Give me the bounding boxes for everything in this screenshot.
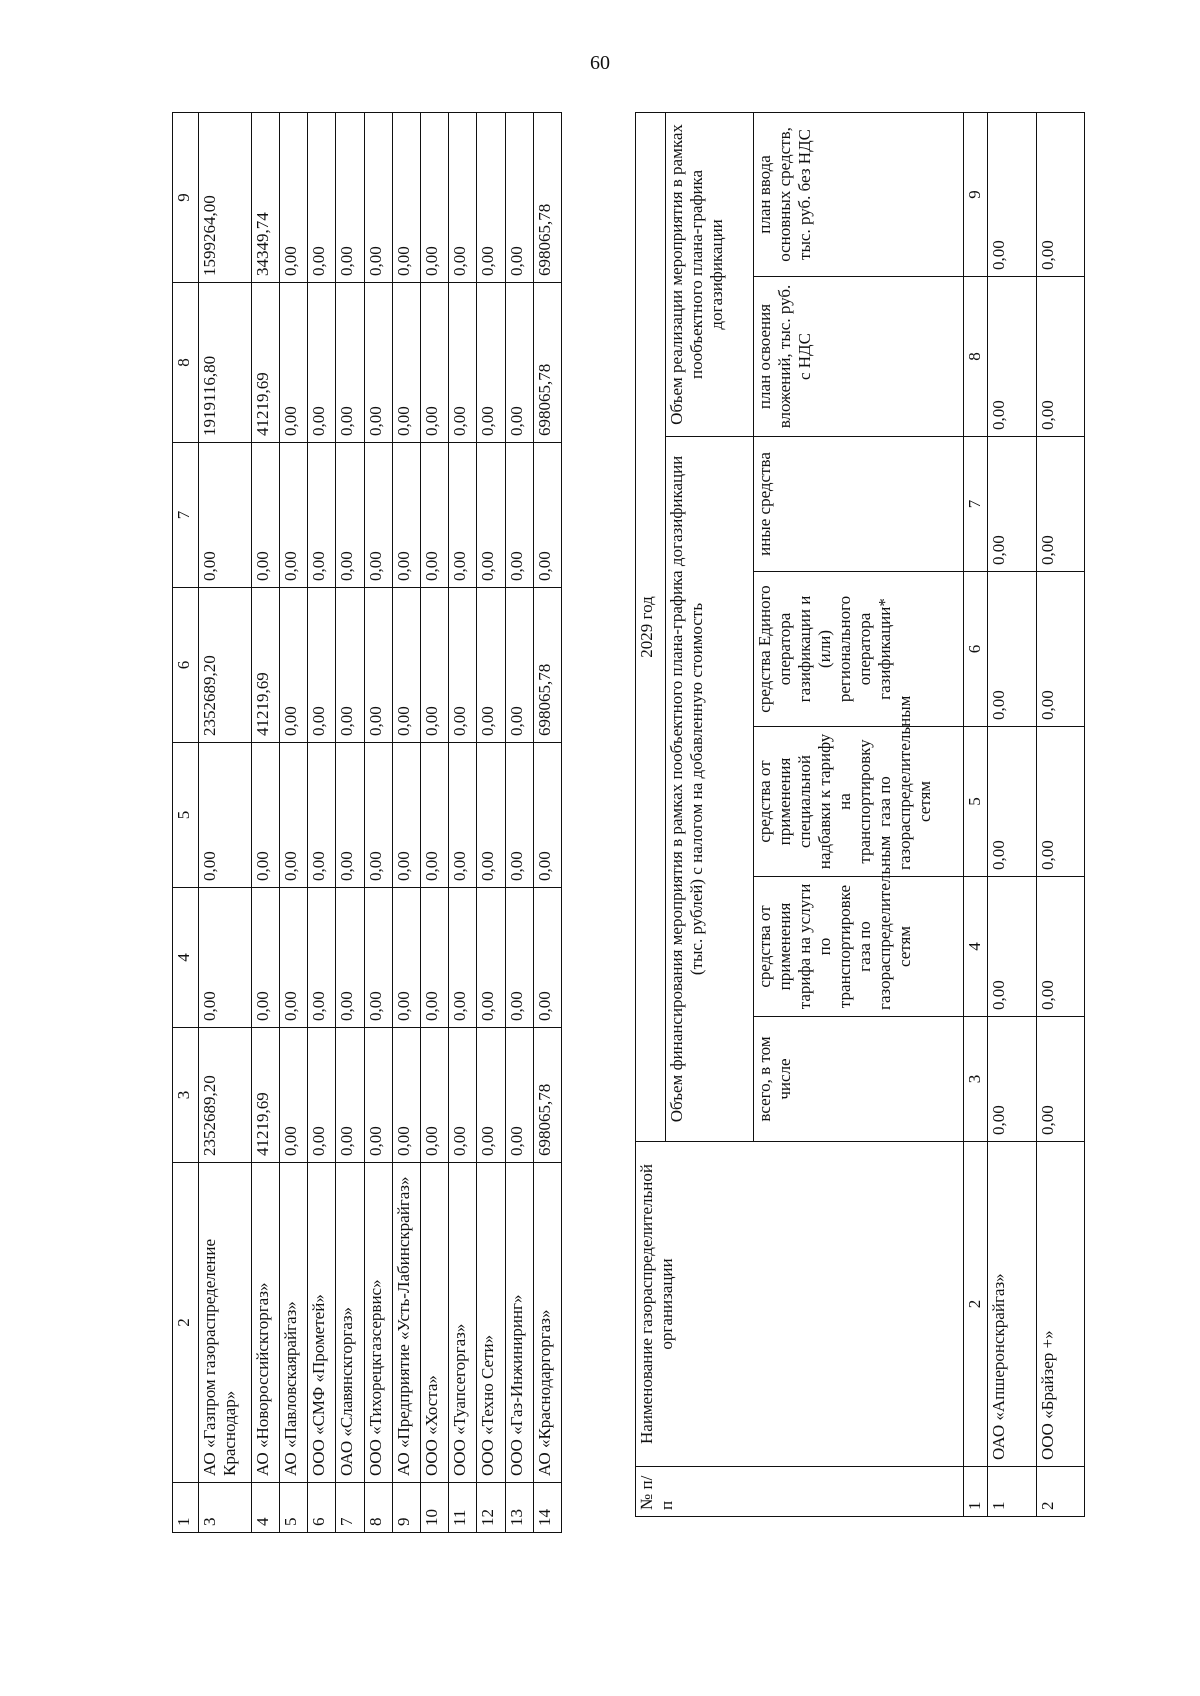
table-row bbox=[420, 113, 448, 1533]
table-1-container bbox=[172, 113, 562, 1533]
value-cell: 0,00 bbox=[336, 283, 364, 443]
value-cell: 0,00 bbox=[477, 113, 505, 283]
column-number: 8 bbox=[173, 283, 199, 443]
value-cell: 0,00 bbox=[308, 588, 336, 743]
column-name-header: Наименование газораспределительной организации bbox=[636, 1142, 964, 1467]
table-row bbox=[449, 113, 477, 1533]
table-row bbox=[251, 113, 279, 1533]
value-cell: 0,00 bbox=[1036, 572, 1085, 727]
column-number: 9 bbox=[173, 113, 199, 283]
value-cell: 0,00 bbox=[279, 743, 307, 888]
organization-name-cell: ОАО «Славянскгоргаз» bbox=[336, 1163, 364, 1483]
table-2-body bbox=[988, 112, 1085, 1516]
value-cell: 0,00 bbox=[336, 443, 364, 588]
table-row bbox=[199, 113, 252, 1533]
value-cell: 0,00 bbox=[364, 283, 392, 443]
value-cell: 0,00 bbox=[1036, 1017, 1085, 1142]
value-cell: 0,00 bbox=[420, 283, 448, 443]
organization-name-cell: АО «Новороссийскгоргаз» bbox=[251, 1163, 279, 1483]
value-cell: 0,00 bbox=[392, 113, 420, 283]
value-cell: 0,00 bbox=[308, 443, 336, 588]
row-index-cell: 3 bbox=[199, 1483, 252, 1533]
sub-header-plan-investment: план освоения вложений, тыс. руб. с НДС bbox=[754, 277, 964, 437]
table-row bbox=[533, 113, 561, 1533]
sub-header-tariff: средства от применения тарифа на услуги по транспортировке газа по газораспределительным сетям bbox=[754, 877, 964, 1017]
value-cell: 0,00 bbox=[449, 888, 477, 1028]
value-cell: 41219,69 bbox=[251, 283, 279, 443]
value-cell: 0,00 bbox=[988, 277, 1037, 437]
value-cell: 0,00 bbox=[420, 113, 448, 283]
financing-group-header: Объем финансирования мероприятия в рамках пообъектного плана-графика догазификации (тыс. рублей) с налогом на добавленную стоимость bbox=[666, 437, 754, 1142]
value-cell: 0,00 bbox=[505, 443, 533, 588]
value-cell: 0,00 bbox=[477, 443, 505, 588]
row-index-cell: 2 bbox=[1036, 1467, 1085, 1517]
organization-name-cell: ООО «Тихорецкгазсервис» bbox=[364, 1163, 392, 1483]
sub-header-surcharge: средства от применения специальной надбавки к тарифу на транспортировку газа по газораспределительным сетям bbox=[754, 727, 964, 877]
value-cell: 0,00 bbox=[988, 877, 1037, 1017]
value-cell: 0,00 bbox=[449, 443, 477, 588]
organization-name-cell: ООО «Туапсегоргаз» bbox=[449, 1163, 477, 1483]
value-cell: 0,00 bbox=[336, 743, 364, 888]
value-cell: 0,00 bbox=[336, 113, 364, 283]
row-index-cell: 11 bbox=[449, 1483, 477, 1533]
column-number: 1 bbox=[173, 1483, 199, 1533]
value-cell: 0,00 bbox=[364, 743, 392, 888]
row-index-cell: 6 bbox=[308, 1483, 336, 1533]
value-cell: 698065,78 bbox=[533, 1028, 561, 1163]
value-cell: 0,00 bbox=[364, 1028, 392, 1163]
organization-name-cell: ООО «Брайзер +» bbox=[1036, 1142, 1085, 1467]
column-number: 9 bbox=[964, 112, 988, 276]
value-cell: 0,00 bbox=[392, 588, 420, 743]
value-cell: 0,00 bbox=[505, 283, 533, 443]
value-cell: 0,00 bbox=[988, 112, 1037, 276]
table-row bbox=[505, 113, 533, 1533]
value-cell: 0,00 bbox=[477, 1028, 505, 1163]
value-cell: 0,00 bbox=[392, 743, 420, 888]
value-cell: 0,00 bbox=[364, 888, 392, 1028]
value-cell: 0,00 bbox=[988, 572, 1037, 727]
table-row bbox=[279, 113, 307, 1533]
sub-header-other: иные средства bbox=[754, 437, 964, 572]
realization-group-header: Объем реализации мероприятия в рамках пообъектного плана-графика догазификации bbox=[666, 112, 754, 436]
row-index-cell: 4 bbox=[251, 1483, 279, 1533]
row-index-cell: 8 bbox=[364, 1483, 392, 1533]
column-number: 5 bbox=[964, 727, 988, 877]
value-cell: 0,00 bbox=[364, 588, 392, 743]
value-cell: 0,00 bbox=[279, 113, 307, 283]
value-cell: 0,00 bbox=[308, 888, 336, 1028]
value-cell: 0,00 bbox=[336, 888, 364, 1028]
value-cell: 0,00 bbox=[392, 283, 420, 443]
value-cell: 0,00 bbox=[505, 113, 533, 283]
column-num-header: № п/п bbox=[636, 1467, 964, 1517]
value-cell: 0,00 bbox=[449, 283, 477, 443]
column-number: 4 bbox=[173, 888, 199, 1028]
column-number: 4 bbox=[964, 877, 988, 1017]
value-cell: 0,00 bbox=[477, 743, 505, 888]
table-row bbox=[364, 113, 392, 1533]
table-1-body bbox=[199, 113, 562, 1533]
value-cell: 41219,69 bbox=[251, 1028, 279, 1163]
value-cell: 2352689,20 bbox=[199, 588, 252, 743]
value-cell: 0,00 bbox=[420, 888, 448, 1028]
value-cell: 0,00 bbox=[392, 1028, 420, 1163]
table-row bbox=[477, 113, 505, 1533]
row-index-cell: 14 bbox=[533, 1483, 561, 1533]
table-2-number-row bbox=[964, 112, 988, 1516]
value-cell: 698065,78 bbox=[533, 113, 561, 283]
column-number: 6 bbox=[964, 572, 988, 727]
value-cell: 0,00 bbox=[308, 113, 336, 283]
value-cell: 0,00 bbox=[420, 443, 448, 588]
table-row bbox=[308, 113, 336, 1533]
value-cell: 0,00 bbox=[251, 888, 279, 1028]
value-cell: 0,00 bbox=[533, 888, 561, 1028]
value-cell: 0,00 bbox=[392, 443, 420, 588]
organization-name-cell: АО «Газпром газораспределение Краснодар» bbox=[199, 1163, 252, 1483]
value-cell: 0,00 bbox=[988, 437, 1037, 572]
value-cell: 0,00 bbox=[420, 588, 448, 743]
organization-name-cell: АО «Предприятие «Усть-Лабинскрайгаз» bbox=[392, 1163, 420, 1483]
value-cell: 0,00 bbox=[505, 1028, 533, 1163]
column-number: 7 bbox=[173, 443, 199, 588]
table-1 bbox=[172, 112, 562, 1533]
row-index-cell: 10 bbox=[420, 1483, 448, 1533]
page-number: 60 bbox=[590, 52, 610, 74]
table-row bbox=[988, 112, 1037, 1516]
sub-header-total: всего, в том числе bbox=[754, 1017, 964, 1142]
table-2-container bbox=[635, 113, 1085, 1517]
table-1-header-row bbox=[173, 113, 199, 1533]
value-cell: 0,00 bbox=[251, 743, 279, 888]
table-row bbox=[336, 113, 364, 1533]
value-cell: 2352689,20 bbox=[199, 1028, 252, 1163]
organization-name-cell: ООО «Хоста» bbox=[420, 1163, 448, 1483]
sub-header-operator: средства Единого оператора газификации и (или) регионального оператора газификации* bbox=[754, 572, 964, 727]
value-cell: 0,00 bbox=[988, 727, 1037, 877]
value-cell: 41219,69 bbox=[251, 588, 279, 743]
table-row bbox=[1036, 112, 1085, 1516]
value-cell: 0,00 bbox=[336, 1028, 364, 1163]
column-number: 5 bbox=[173, 743, 199, 888]
column-number: 8 bbox=[964, 277, 988, 437]
row-index-cell: 5 bbox=[279, 1483, 307, 1533]
value-cell: 0,00 bbox=[392, 888, 420, 1028]
value-cell: 0,00 bbox=[279, 443, 307, 588]
organization-name-cell: ОАО «Апшеронскрайгаз» bbox=[988, 1142, 1037, 1467]
value-cell: 0,00 bbox=[449, 1028, 477, 1163]
value-cell: 0,00 bbox=[1036, 727, 1085, 877]
value-cell: 0,00 bbox=[199, 743, 252, 888]
value-cell: 698065,78 bbox=[533, 283, 561, 443]
value-cell: 1919116,80 bbox=[199, 283, 252, 443]
column-number: 6 bbox=[173, 588, 199, 743]
value-cell: 0,00 bbox=[988, 1017, 1037, 1142]
organization-name-cell: ООО «Газ-Инжиниринг» bbox=[505, 1163, 533, 1483]
value-cell: 0,00 bbox=[477, 888, 505, 1028]
value-cell: 0,00 bbox=[505, 588, 533, 743]
value-cell: 0,00 bbox=[364, 113, 392, 283]
value-cell: 0,00 bbox=[1036, 877, 1085, 1017]
column-number: 1 bbox=[964, 1467, 988, 1517]
row-index-cell: 1 bbox=[988, 1467, 1037, 1517]
organization-name-cell: ООО «СМФ «Прометей» bbox=[308, 1163, 336, 1483]
row-index-cell: 12 bbox=[477, 1483, 505, 1533]
value-cell: 0,00 bbox=[279, 888, 307, 1028]
value-cell: 0,00 bbox=[251, 443, 279, 588]
value-cell: 0,00 bbox=[336, 588, 364, 743]
value-cell: 0,00 bbox=[449, 113, 477, 283]
column-number: 3 bbox=[964, 1017, 988, 1142]
row-index-cell: 9 bbox=[392, 1483, 420, 1533]
value-cell: 0,00 bbox=[1036, 112, 1085, 276]
value-cell: 1599264,00 bbox=[199, 113, 252, 283]
sub-header-plan-commissioning: план ввода основных средств, тыс. руб. без НДС bbox=[754, 112, 964, 276]
row-index-cell: 13 bbox=[505, 1483, 533, 1533]
value-cell: 0,00 bbox=[1036, 277, 1085, 437]
column-number: 2 bbox=[173, 1163, 199, 1483]
value-cell: 0,00 bbox=[420, 1028, 448, 1163]
value-cell: 0,00 bbox=[533, 743, 561, 888]
column-number: 7 bbox=[964, 437, 988, 572]
table-2 bbox=[635, 112, 1085, 1517]
table-row bbox=[392, 113, 420, 1533]
value-cell: 0,00 bbox=[1036, 437, 1085, 572]
value-cell: 0,00 bbox=[477, 588, 505, 743]
value-cell: 0,00 bbox=[477, 283, 505, 443]
column-number: 2 bbox=[964, 1142, 988, 1467]
organization-name-cell: АО «Павловскаярайгаз» bbox=[279, 1163, 307, 1483]
value-cell: 0,00 bbox=[279, 283, 307, 443]
value-cell: 0,00 bbox=[308, 283, 336, 443]
value-cell: 698065,78 bbox=[533, 588, 561, 743]
value-cell: 0,00 bbox=[199, 443, 252, 588]
value-cell: 0,00 bbox=[308, 1028, 336, 1163]
value-cell: 0,00 bbox=[533, 443, 561, 588]
organization-name-cell: ООО «Техно Сети» bbox=[477, 1163, 505, 1483]
value-cell: 0,00 bbox=[449, 588, 477, 743]
value-cell: 0,00 bbox=[505, 888, 533, 1028]
value-cell: 0,00 bbox=[449, 743, 477, 888]
value-cell: 0,00 bbox=[308, 743, 336, 888]
value-cell: 0,00 bbox=[420, 743, 448, 888]
value-cell: 0,00 bbox=[364, 443, 392, 588]
organization-name-cell: АО «Краснодаргоргаз» bbox=[533, 1163, 561, 1483]
value-cell: 0,00 bbox=[199, 888, 252, 1028]
value-cell: 0,00 bbox=[505, 743, 533, 888]
column-number: 3 bbox=[173, 1028, 199, 1163]
value-cell: 0,00 bbox=[279, 588, 307, 743]
value-cell: 34349,74 bbox=[251, 113, 279, 283]
value-cell: 0,00 bbox=[279, 1028, 307, 1163]
row-index-cell: 7 bbox=[336, 1483, 364, 1533]
year-header: 2029 год bbox=[636, 112, 666, 1141]
